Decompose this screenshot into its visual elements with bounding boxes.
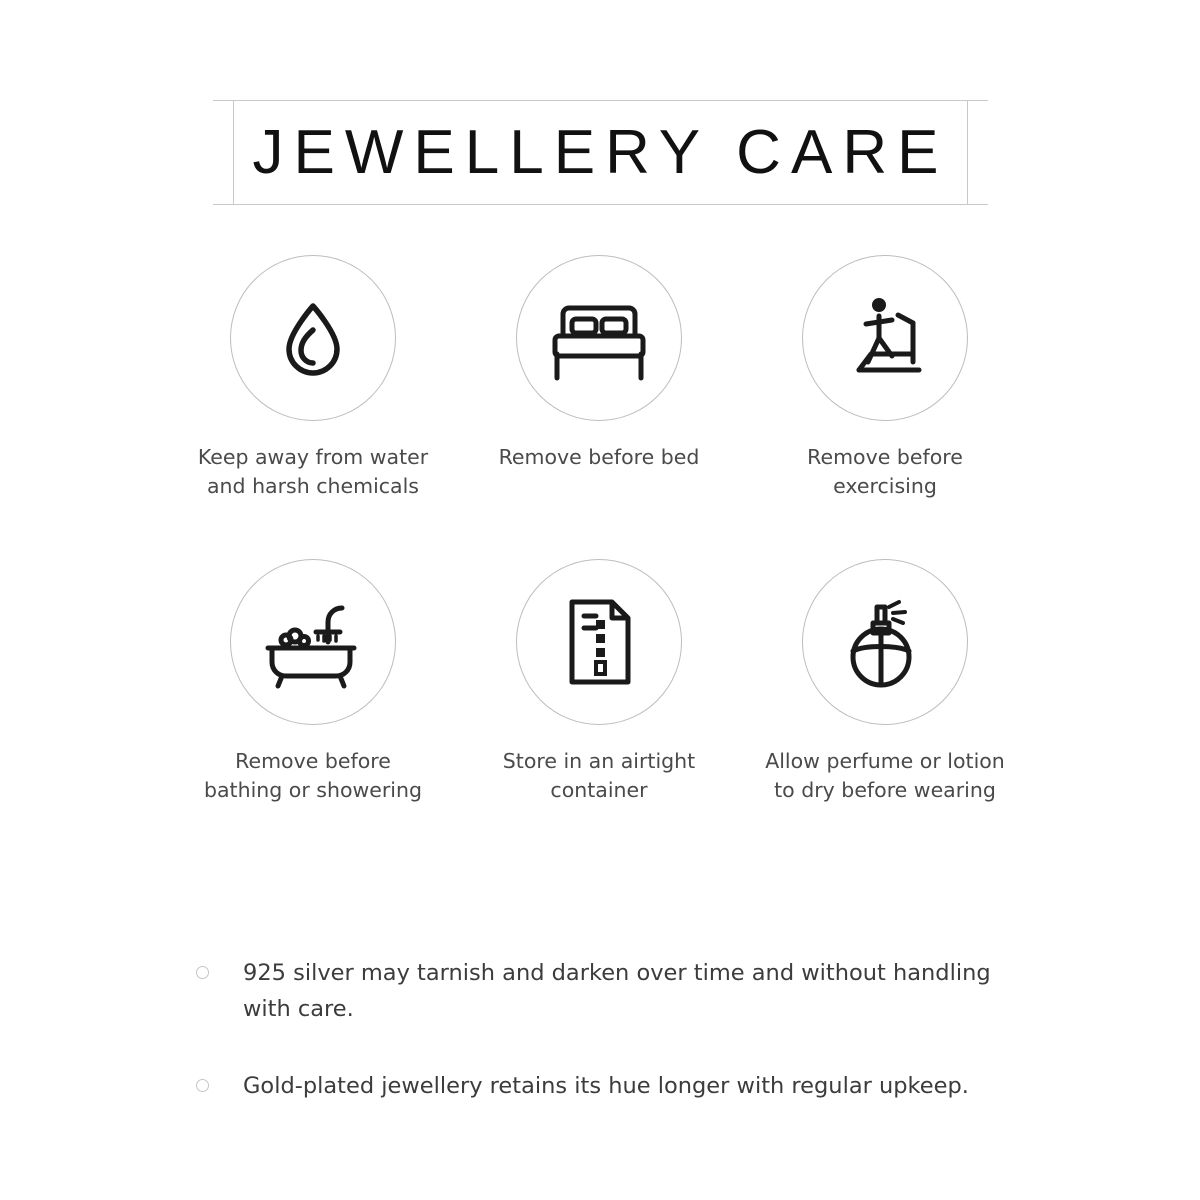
bathtub-shower-icon xyxy=(230,559,396,725)
list-item xyxy=(196,955,1026,1028)
care-item-caption: Remove before bed xyxy=(498,445,700,469)
care-item-caption: Remove before exercising xyxy=(807,445,963,499)
perfume-spray-icon xyxy=(802,559,968,725)
care-item-caption: Remove before bathing or showering xyxy=(203,749,423,803)
care-item-caption: Store in an airtight container xyxy=(502,749,696,803)
bullet-circle-icon xyxy=(196,1079,209,1092)
zip-document-icon xyxy=(516,559,682,725)
care-item-bathing xyxy=(170,559,456,805)
care-item-storage xyxy=(456,559,742,805)
bed-icon xyxy=(516,255,682,421)
care-item-caption: Allow perfume or lotion to dry before wearing xyxy=(765,749,1005,803)
water-drop-icon xyxy=(230,255,396,421)
care-item-exercise xyxy=(742,255,1028,501)
care-item-perfume xyxy=(742,559,1028,805)
list-item xyxy=(196,1068,1026,1104)
care-item-bed xyxy=(456,255,742,501)
bullet-circle-icon xyxy=(196,966,209,979)
note-text: Gold-plated jewellery retains its hue longer with regular upkeep. xyxy=(243,1072,969,1099)
care-item-caption: Keep away from water and harsh chemicals xyxy=(197,445,429,499)
note-text: 925 silver may tarnish and darken over time and without handling with care. xyxy=(243,960,991,1023)
treadmill-runner-icon xyxy=(802,255,968,421)
notes-list xyxy=(196,955,1026,1144)
title-block xyxy=(213,100,988,205)
care-item-water xyxy=(170,255,456,501)
page-title: JEWELLERY CARE xyxy=(252,118,949,187)
care-icon-grid xyxy=(170,255,1030,805)
